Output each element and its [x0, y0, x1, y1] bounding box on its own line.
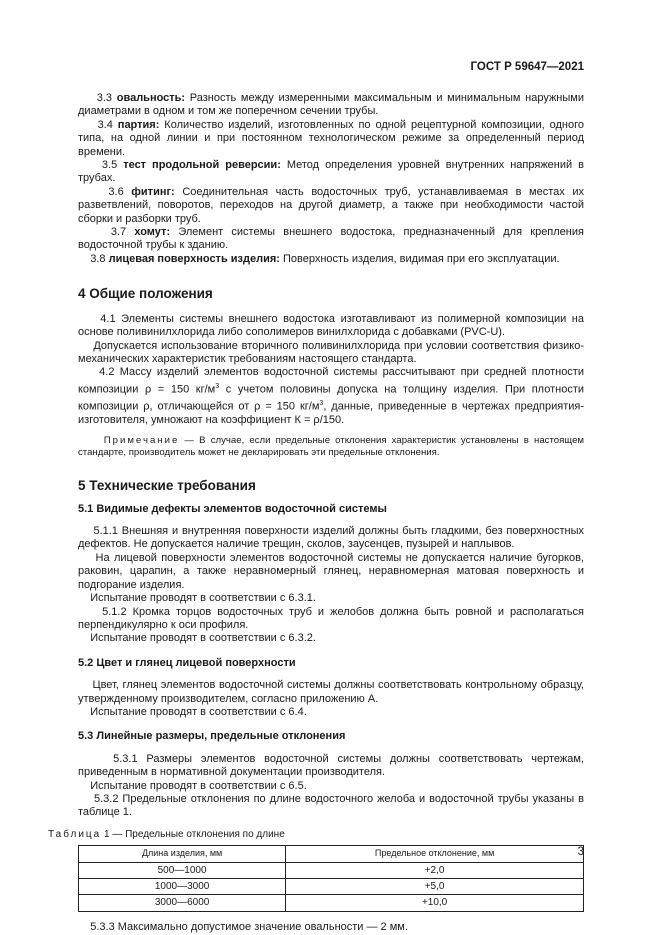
term-item — [78, 92, 584, 119]
term-definition: Поверхность изделия, видимая при его эксплуатации. — [283, 252, 560, 265]
table-cell: +2,0 — [286, 862, 584, 878]
subsection-5-2-title: 5.2 Цвет и глянец лицевой поверхности — [78, 656, 296, 669]
table-cell: 500—1000 — [79, 862, 286, 878]
term-name: тест продольной реверсии: — [123, 159, 281, 172]
table-cell: +5,0 — [286, 879, 584, 895]
paragraph-4-2: 4.2 Массу изделий элементов водосточной системы рассчитывают при средней плотности композиции ρ = 150 $кг/м^3$ с учетом половины допуска на толщину изделия. При плотности композиции ρ, отличающейся от ρ = 150 $кг/м^3$, данные, приведенные в чертежах предприятия-изготовителя, умножают на коэффициент К = ρ/150. — [78, 366, 585, 426]
table-header-cell: Предельное отклонение, мм — [286, 846, 584, 862]
paragraph: Испытание проводят в соответствии с 6.3.1. — [90, 592, 316, 605]
terms-list — [78, 92, 584, 266]
term-definition: Разность между измеренными максимальным и минимальным наружными диаметрами в одном и том же поперечном сечении трубы. — [78, 92, 584, 118]
term-name: партия: — [117, 118, 160, 131]
paragraph-5-1-2: 5.1.2 Кромка торцов водосточных труб и желобов должна быть ровной и располагаться перпендикулярно к оси профиля. — [78, 605, 584, 631]
section-5-title: 5 Технические требования — [78, 478, 256, 494]
paragraph-5-3-1: 5.3.1 Размеры элементов водосточной системы должны соответствовать чертежам, приведенным в нормативной документации производителя. — [78, 752, 584, 779]
paragraph: Испытание проводят в соответствии с 6.4. — [90, 705, 307, 718]
table-row — [79, 862, 584, 878]
term-item — [78, 186, 584, 226]
paragraph: Испытание проводят в соответствии с 6.3.2. — [90, 632, 316, 645]
table-header-row — [79, 846, 584, 862]
section-4-title: 4 Общие положения — [78, 286, 213, 302]
note — [78, 435, 584, 459]
table-row — [79, 895, 584, 911]
table-row — [79, 879, 584, 895]
paragraph: Испытание проводят в соответствии с 6.5. — [90, 779, 307, 792]
term-item — [78, 226, 584, 253]
table-label: Таблица — [48, 828, 102, 840]
term-number: 3.3 — [96, 92, 113, 104]
term-number: 3.4 — [97, 118, 113, 131]
table-cell: +10,0 — [286, 895, 584, 911]
table-cell: 1000—3000 — [79, 879, 286, 895]
paragraph-5-3-3: 5.3.3 Максимально допустимое значение овальности — 2 мм. — [90, 920, 408, 933]
table-caption: Таблица 1 — Предельные отклонения по длине — [48, 828, 285, 840]
term-number: 3.6 — [108, 185, 124, 198]
paragraph-5-1-1: 5.1.1 Внешняя и внутренняя поверхности изделий должны быть гладкими, без поверхностных дефектов. Не допускается наличие трещин, сколов, заусенцев, пузырей и наплывов. — [78, 525, 585, 551]
paragraph-4-1: 4.1 Элементы системы внешнего водостока изготавливают из полимерной композиции на основе поливинилхлорида либо сополимеров винилхлорида с добавками (PVC-U). — [78, 312, 584, 339]
note-text: — В случае, если предельные отклонения характеристик установлены в настоящем стандарте, производитель может не декларировать эти предельные отклонения. — [78, 435, 584, 459]
term-name: хомут: — [134, 226, 171, 239]
subsection-5-3-title: 5.3 Линейные размеры, предельные отклонения — [78, 730, 346, 743]
term-number: 3.5 — [101, 159, 118, 172]
term-number: 3.8 — [90, 252, 106, 265]
paragraph-4-1-note: Допускается использование вторичного поливинилхлорида при условии соответствия физико-механических характеристик требованиям настоящего стандарта. — [78, 339, 584, 365]
subsection-5-1-title: 5.1 Видимые дефекты элементов водосточной системы — [78, 502, 387, 515]
table-cell: 3000—6000 — [79, 895, 286, 911]
term-item — [78, 253, 584, 266]
page-body — [48, 92, 585, 934]
paragraph-5-3-2: 5.3.2 Предельные отклонения по длине водосточного желоба и водосточной трубы указаны в таблице 1. — [78, 792, 584, 819]
term-definition: Соединительная часть водосточных труб, устанавливаемая в местах их разветвлений, поворотов, переходов на другой диаметр, а также при необходимости частой сборки и разборки труб. — [78, 185, 585, 225]
table-header-cell: Длина изделия, мм — [79, 846, 286, 862]
term-definition: Метод определения уровней внутренних напряжений в трубах. — [78, 159, 584, 185]
page-number: 3 — [577, 846, 584, 858]
term-item — [78, 159, 584, 186]
term-definition: Элемент системы внешнего водостока, предназначенный для крепления водосточной трубы к зданию. — [78, 226, 584, 252]
term-definition: Количество изделий, изготовленных по одной рецептурной композиции, одного типа, на одной линии и при постоянном технологическом режиме за определенный период времени. — [78, 118, 585, 158]
term-name: лицевая поверхность изделия: — [108, 252, 280, 265]
term-name: фитинг: — [131, 185, 175, 198]
term-number: 3.7 — [110, 226, 127, 239]
term-name: овальность: — [116, 92, 186, 104]
paragraph: На лицевой поверхности элементов водосточной системы не допускается наличие бугорков, раковин, царапин, а также неравномерный глянец, неравномерная матовая поверхность и подгорание изделия. — [78, 551, 584, 591]
document-header: ГОСТ Р 59647—2021 — [470, 61, 584, 73]
paragraph: Цвет, глянец элементов водосточной системы должны соответствовать контрольному образцу, утвержденному производителем, согласно приложению А. — [78, 679, 584, 705]
note-label: Примечание — [103, 435, 180, 447]
deviation-table — [78, 845, 584, 912]
term-item — [78, 119, 584, 159]
